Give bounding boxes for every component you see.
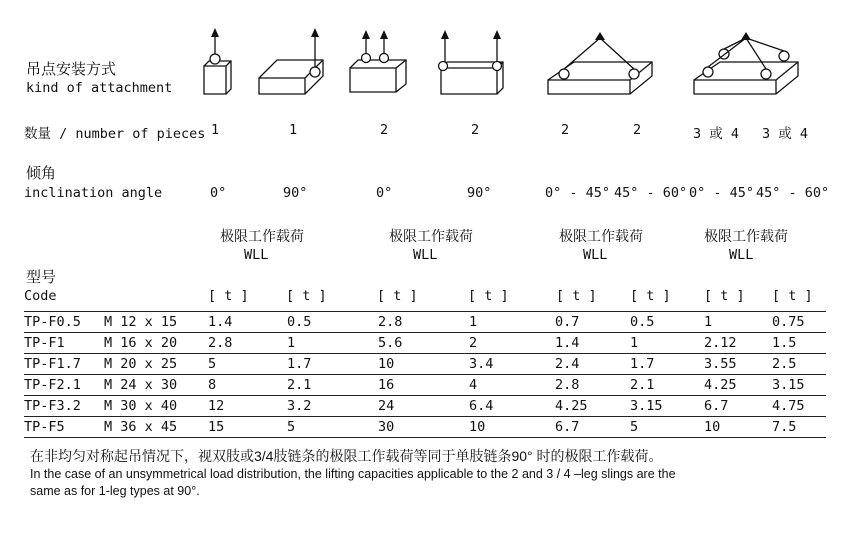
unit-label: [ t ]: [468, 288, 509, 304]
unit-label: [ t ]: [630, 288, 671, 304]
thread-cell: M 16 x 20: [104, 333, 208, 354]
wll-cell: 1: [704, 312, 772, 333]
wll-cell: 0.5: [287, 312, 378, 333]
angle-value: 90°: [467, 185, 492, 201]
wll-cell: 5.6: [378, 333, 469, 354]
wll-cell: 4.25: [704, 375, 772, 396]
table-row: [24, 333, 826, 354]
note-en-line2: same as for 1-leg types at 90°.: [30, 484, 200, 498]
wll-cell: 1: [630, 333, 704, 354]
angle-value: 90°: [283, 185, 308, 201]
wll-cell: 8: [208, 375, 287, 396]
wll-header-en: WLL: [244, 247, 269, 263]
pieces-value: 3 或 4: [693, 126, 740, 142]
corner-point-vertical-pull-icon: [255, 28, 330, 98]
wll-cell: 1: [287, 333, 378, 354]
wll-cell: 6.7: [704, 396, 772, 417]
table-row: [24, 375, 826, 396]
code-label-en: Code: [24, 288, 57, 304]
wll-cell: 6.7: [555, 417, 630, 438]
angle-value: 45° - 60°: [614, 185, 688, 201]
thread-cell: M 12 x 15: [104, 312, 208, 333]
wll-cell: 30: [378, 417, 469, 438]
angle-value: 0°: [210, 185, 227, 201]
table-row: [24, 354, 826, 375]
wll-cell: 3.15: [772, 375, 826, 396]
wll-header-cn: 极限工作载荷: [559, 229, 643, 245]
pieces-value: 3 或 4: [762, 126, 809, 142]
two-points-angled-vertical-pull-icon: [433, 28, 513, 98]
angle-value: 0° - 45°: [545, 185, 611, 201]
wll-cell: 0.5: [630, 312, 704, 333]
wll-cell: 7.5: [772, 417, 826, 438]
note-en-line1: In the case of an unsymmetrical load distribution, the lifting capacities applicable to the 2 and 3 / 4 –leg slings are the: [30, 467, 676, 481]
wll-header-cn: 极限工作载荷: [389, 229, 473, 245]
wll-cell: 3.4: [469, 354, 555, 375]
thread-cell: M 20 x 25: [104, 354, 208, 375]
wll-cell: 10: [469, 417, 555, 438]
angle-label-en: inclination angle: [24, 185, 163, 201]
wll-cell: 1.5: [772, 333, 826, 354]
table-row: [24, 417, 826, 438]
code-cell: TP-F1: [24, 333, 104, 354]
thread-cell: M 30 x 40: [104, 396, 208, 417]
wll-cell: 2: [469, 333, 555, 354]
wll-cell: 1.4: [555, 333, 630, 354]
wll-cell: 16: [378, 375, 469, 396]
wll-cell: 1.4: [208, 312, 287, 333]
angle-label-cn: 倾角: [26, 164, 57, 182]
wll-header-cn: 极限工作载荷: [704, 229, 788, 245]
wll-cell: 2.4: [555, 354, 630, 375]
unit-label: [ t ]: [704, 288, 745, 304]
wll-cell: 10: [378, 354, 469, 375]
wll-cell: 10: [704, 417, 772, 438]
pieces-value: 1: [211, 122, 220, 138]
four-leg-sling-icon: [688, 28, 803, 98]
code-cell: TP-F2.1: [24, 375, 104, 396]
wll-header-cn: 极限工作载荷: [220, 229, 304, 245]
wll-cell: 0.75: [772, 312, 826, 333]
wll-cell: 5: [630, 417, 704, 438]
attachment-label-cn: 吊点安装方式: [26, 60, 117, 78]
unit-label: [ t ]: [208, 288, 249, 304]
angle-value: 0°: [376, 185, 393, 201]
table-row: [24, 312, 826, 333]
table-row: [24, 396, 826, 417]
wll-cell: 1.7: [287, 354, 378, 375]
angle-value: 45° - 60°: [756, 185, 830, 201]
wll-cell: 2.1: [287, 375, 378, 396]
note-cn: 在非均匀对称起吊情况下，视双肢或3/4肢链条的极限工作载荷等同于单肢链条90° 时的极限工作载荷。: [30, 448, 663, 464]
unit-label: [ t ]: [286, 288, 327, 304]
wll-header-en: WLL: [729, 247, 754, 263]
wll-cell: 0.7: [555, 312, 630, 333]
wll-cell: 4.25: [555, 396, 630, 417]
wll-cell: 2.1: [630, 375, 704, 396]
wll-cell: 2.8: [555, 375, 630, 396]
wll-cell: 2.5: [772, 354, 826, 375]
pieces-value: 2: [380, 122, 389, 138]
code-cell: TP-F5: [24, 417, 104, 438]
wll-cell: 4.75: [772, 396, 826, 417]
wll-header-en: WLL: [583, 247, 608, 263]
wll-cell: 12: [208, 396, 287, 417]
wll-cell: 3.2: [287, 396, 378, 417]
wll-cell: 3.15: [630, 396, 704, 417]
code-cell: TP-F0.5: [24, 312, 104, 333]
wll-cell: 3.55: [704, 354, 772, 375]
wll-table: [24, 311, 826, 438]
code-cell: TP-F3.2: [24, 396, 104, 417]
wll-cell: 2.8: [378, 312, 469, 333]
two-points-vertical-pull-icon: [344, 28, 414, 98]
pieces-label: 数量 / number of pieces: [24, 126, 206, 142]
attachment-label-en: kind of attachment: [26, 80, 173, 96]
wll-cell: 24: [378, 396, 469, 417]
wll-cell: 5: [208, 354, 287, 375]
angle-value: 0° - 45°: [689, 185, 755, 201]
wll-cell: 4: [469, 375, 555, 396]
wll-cell: 5: [287, 417, 378, 438]
wll-cell: 6.4: [469, 396, 555, 417]
thread-cell: M 24 x 30: [104, 375, 208, 396]
wll-cell: 2.8: [208, 333, 287, 354]
wll-cell: 2.12: [704, 333, 772, 354]
pieces-value: 2: [471, 122, 480, 138]
unit-label: [ t ]: [556, 288, 597, 304]
two-leg-sling-icon: [542, 28, 657, 98]
pieces-value: 1: [289, 122, 298, 138]
pieces-value: 2: [561, 122, 570, 138]
wll-cell: 15: [208, 417, 287, 438]
unit-label: [ t ]: [377, 288, 418, 304]
thread-cell: M 36 x 45: [104, 417, 208, 438]
wll-header-en: WLL: [413, 247, 438, 263]
wll-cell: 1.7: [630, 354, 704, 375]
unit-label: [ t ]: [772, 288, 813, 304]
wll-cell: 1: [469, 312, 555, 333]
code-label-cn: 型号: [26, 268, 57, 286]
code-cell: TP-F1.7: [24, 354, 104, 375]
pieces-value: 2: [633, 122, 642, 138]
single-point-vertical-pull-icon: [195, 28, 240, 98]
